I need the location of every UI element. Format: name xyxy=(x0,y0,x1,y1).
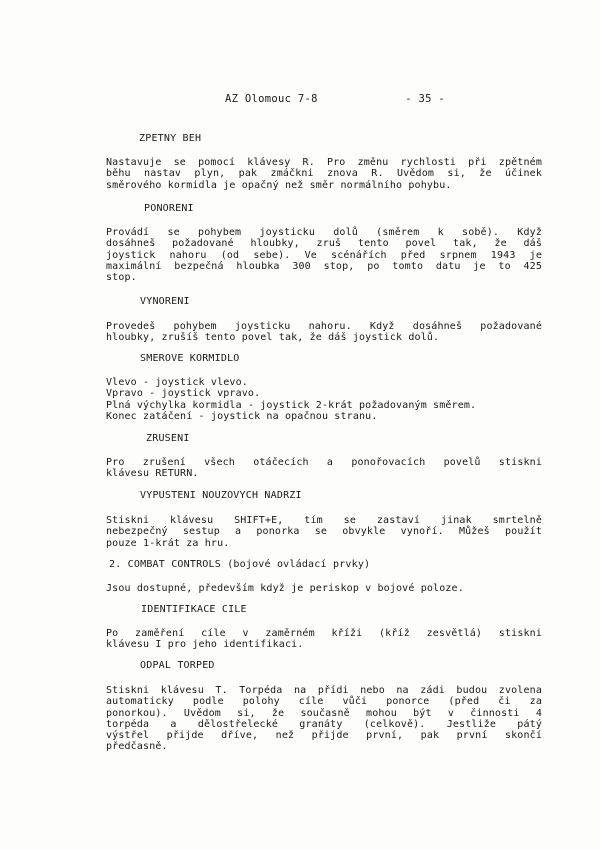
text-line: Nastavuje se pomocí klávesy R. Pro změnu rychlosti při zpětném xyxy=(106,157,542,168)
text-line: běhu nastav plyn, pak zmáčkni znova R. Uvědom si, že účinek xyxy=(106,168,542,180)
text-line: Stiskni klávesu SHIFT+E, tím se zastaví jinak smrtelně xyxy=(106,515,542,526)
section-heading-zruseni: ZRUSENI xyxy=(146,433,190,444)
text-line: ponorkou). Uvědom si, že současně mohou být v činnosti 4 xyxy=(106,707,542,719)
text-line: nebezpečný sestup a ponorka se obvykle vynoří. Můžeš použít xyxy=(106,526,542,538)
section-body-ponoreni xyxy=(106,227,542,283)
section-body-smerove-kormidlo xyxy=(106,377,546,422)
text-line: výstřel přijde dříve, než přijde první, pak první skončí xyxy=(106,730,542,742)
section-heading-vynoreni: VYNORENI xyxy=(140,296,190,307)
section-body-identifikace-cile xyxy=(106,628,542,651)
header-document-title: AZ Olomouc 7-8 xyxy=(225,93,318,105)
section-heading-vypusteni-nadrzi: VYPUSTENI NOUZOVYCH NADRZI xyxy=(140,490,302,501)
header-page-number: - 35 - xyxy=(405,93,445,105)
text-line: Provádí se pohybem joysticku dolů (směrem k sobě). Když xyxy=(106,227,542,238)
text-line: automaticky podle polohy cíle vůči ponorce (před či za xyxy=(106,696,542,708)
page-header xyxy=(225,93,445,105)
section-heading-ponoreni: PONORENI xyxy=(144,203,194,214)
text-line: joystick nahoru (od sebe). Ve scénářích před srpnem 1943 je xyxy=(106,249,542,261)
section-heading-identifikace-cile: IDENTIFIKACE CILE xyxy=(141,604,247,615)
text-line: Vlevo - joystick vlevo. xyxy=(106,377,248,388)
section-heading-odpal-torped: ODPAL TORPED xyxy=(140,660,215,671)
section-body-zpetny-beh xyxy=(106,157,542,191)
text-line: Vpravo - joystick vpravo. xyxy=(106,388,261,400)
text-line: směrového kormidla je opačný než směr normálního pohybu. xyxy=(106,179,452,191)
section-body-odpal-torped xyxy=(106,685,542,753)
text-line: Plná výchylka kormidla - joystick 2-krát požadovaným směrem. xyxy=(106,399,477,411)
section-heading-zpetny-beh: ZPETNY BEH xyxy=(139,133,202,144)
text-line: Provedeš pohybem joysticku nahoru. Když dosáhneš požadované xyxy=(106,321,542,332)
text-line: dosáhneš požadované hloubky, zruš tento povel tak, že dáš xyxy=(106,238,542,250)
text-line: torpéda a dělostřelecké granáty (celkově). Jestliže pátý xyxy=(106,718,542,730)
section-body-combat-controls xyxy=(106,583,542,594)
section-heading-combat-controls: 2. COMBAT CONTROLS (bojové ovládací prvky) xyxy=(109,559,371,570)
text-line: Konec zatáčení - joystick na opačnou stranu. xyxy=(106,410,378,422)
text-line: klávesu RETURN. xyxy=(106,468,199,480)
text-line: hloubky, zrušíš tento povel tak, že dáš joystick dolů. xyxy=(106,332,440,344)
text-line: Po zaměření cíle v zaměrném kříži (kříž zesvětlá) stiskni xyxy=(106,628,542,639)
section-body-vypusteni-nadrzi xyxy=(106,515,542,549)
text-line: pouze 1-krát za hru. xyxy=(106,537,230,549)
text-line: stop. xyxy=(106,272,137,284)
text-line: maximální bezpečná hloubka 300 stop, po tomto datu je to 425 xyxy=(106,260,542,272)
text-line: klávesu I pro jeho identifikaci. xyxy=(106,639,304,651)
text-line: Jsou dostupné, především když je periskop v bojové poloze. xyxy=(106,583,464,594)
text-line: Pro zrušení všech otáčecích a ponořovacích povelů stiskni xyxy=(106,457,542,468)
section-heading-smerove-kormidlo: SMEROVE KORMIDLO xyxy=(140,353,240,364)
section-body-zruseni xyxy=(106,457,542,480)
section-body-vynoreni xyxy=(106,321,542,344)
text-line: Stiskni klávesu T. Torpéda na přídi nebo na zádi budou zvolena xyxy=(106,685,542,696)
text-line: předčasně. xyxy=(106,741,168,753)
